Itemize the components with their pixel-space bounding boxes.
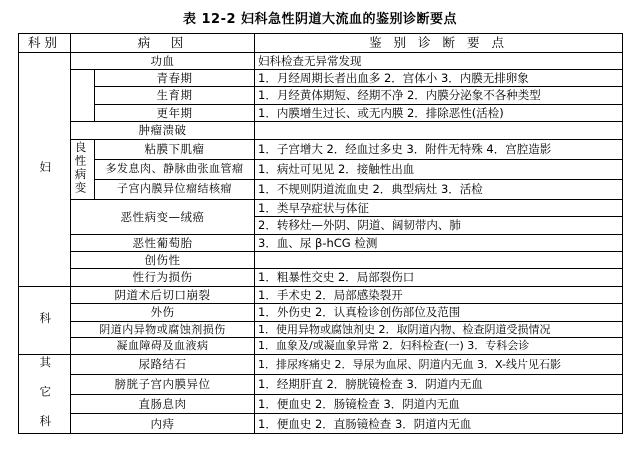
key-points-cell: 1．排尿疼痛史 2．导尿为血尿、阴道内无血 3．X-线片见石影 — [255, 355, 623, 375]
key-points-cell: 1．粗暴性交史 2．局部裂伤口 — [255, 269, 623, 286]
table-header-row — [19, 34, 623, 53]
key-points-cell: 1．月经周期长者出血多 2．宫体小 3．内膜无排卵象 — [255, 70, 623, 87]
table-row — [19, 159, 623, 179]
key-points-cell: 1．病灶可见见 2．接触性出血 — [255, 159, 623, 179]
table-header — [19, 34, 623, 53]
cause-cell: 生育期 — [95, 87, 255, 104]
header-key-points: 鉴 别 诊 断 要 点 — [255, 34, 623, 53]
table-row — [19, 87, 623, 104]
cause-group-traumatic: 创伤性 — [71, 252, 255, 269]
group-spacer-gongxue — [71, 70, 95, 122]
key-points-cell: 1．使用异物或腐蚀剂史 2．取阴道内物、检查阴道受损情况 — [255, 321, 623, 338]
key-points-cell: 1．外伤史 2．认真检诊创伤部位及范围 — [255, 304, 623, 321]
cause-cell: 阴道内异物或腐蚀剂损伤 — [71, 321, 255, 338]
category-cell-ke: 科 — [19, 286, 71, 354]
key-points-cell: 2．转移灶—外阴、阴道、阔韧带内、肺 — [255, 217, 623, 234]
key-points-cell: 3．血、尿 β-hCG 检测 — [255, 234, 623, 251]
table-row — [19, 70, 623, 87]
table-row — [19, 139, 623, 159]
key-points-cell: 1．血象及/或凝血象异常 2．妇科检查(一) 3．专科会诊 — [255, 338, 623, 355]
differential-diagnosis-table — [18, 33, 623, 434]
table-row — [19, 199, 623, 216]
cause-cell: 直肠息肉 — [71, 394, 255, 414]
table-row — [19, 104, 623, 121]
key-points-cell: 1．子宫增大 2．经血过多史 3．附件无特殊 4．宫腔造影 — [255, 139, 623, 159]
key-points-cell: 妇科检查无异常发现 — [255, 52, 623, 69]
cause-group-malignant-choriocarcinoma: 恶性病变—绒癌 — [71, 199, 255, 234]
key-points-cell — [255, 252, 623, 269]
key-points-cell: 1．便血史 2．肠镜检查 3．阴道内无血 — [255, 394, 623, 414]
cause-group-gongxue: 功血 — [71, 52, 255, 69]
table-row — [19, 304, 623, 321]
table-row — [19, 338, 623, 355]
cause-cell: 子宫内膜异位瘤结核瘤 — [95, 179, 255, 199]
cause-cell: 凝血障碍及血液病 — [71, 338, 255, 355]
table-row — [19, 122, 623, 139]
header-cause: 病 因 — [71, 34, 255, 53]
table-row — [19, 52, 623, 69]
key-points-cell: 1．不规则阴道流血史 2．典型病灶 3．活检 — [255, 179, 623, 199]
cause-group-tumor-rupture: 肿瘤溃破 — [71, 122, 255, 139]
side-label-benign: 良性病变 — [71, 139, 95, 199]
table-row — [19, 414, 623, 434]
table-row — [19, 374, 623, 394]
cause-cell: 多发息肉、静脉曲张血管瘤 — [95, 159, 255, 179]
key-points-cell: 1．经期肝直 2．膀胱镜检查 3．阴道内无血 — [255, 374, 623, 394]
key-points-cell: 1．便血史 2．直肠镜检查 3．阴道内无血 — [255, 414, 623, 434]
table-row — [19, 355, 623, 375]
cause-cell: 尿路结石 — [71, 355, 255, 375]
table-body — [19, 52, 623, 434]
category-cell-gyn: 妇 — [19, 52, 71, 286]
cause-cell: 内痔 — [71, 414, 255, 434]
key-points-cell: 1．月经黄体期短、经期不净 2．内膜分泌象不各种类型 — [255, 87, 623, 104]
key-points-cell: 1．类早孕症状与体征 — [255, 199, 623, 216]
table-row — [19, 252, 623, 269]
cause-cell: 阴道术后切口崩裂 — [71, 286, 255, 303]
key-points-cell — [255, 122, 623, 139]
table-row — [19, 321, 623, 338]
cause-cell: 粘膜下肌瘤 — [95, 139, 255, 159]
cause-cell: 膀胱子宫内膜异位 — [71, 374, 255, 394]
cause-cell: 性行为损伤 — [71, 269, 255, 286]
table-caption: 表 12-2 妇科急性阴道大流血的鉴别诊断要点 — [182, 12, 458, 27]
table-row — [19, 269, 623, 286]
table-row — [19, 394, 623, 414]
header-category: 科别 — [19, 34, 71, 53]
key-points-cell: 1．手术史 2．局部感染裂开 — [255, 286, 623, 303]
cause-cell: 外伤 — [71, 304, 255, 321]
table-row — [19, 179, 623, 199]
table-row — [19, 234, 623, 251]
table-row — [19, 286, 623, 303]
category-cell-other: 其 它 科 — [19, 355, 71, 434]
cause-group-invasive-mole: 恶性葡萄胎 — [71, 234, 255, 251]
key-points-cell: 1．内膜增生过长、或无内膜 2．排除恶性(活检) — [255, 104, 623, 121]
cause-cell: 青春期 — [95, 70, 255, 87]
cause-cell: 更年期 — [95, 104, 255, 121]
